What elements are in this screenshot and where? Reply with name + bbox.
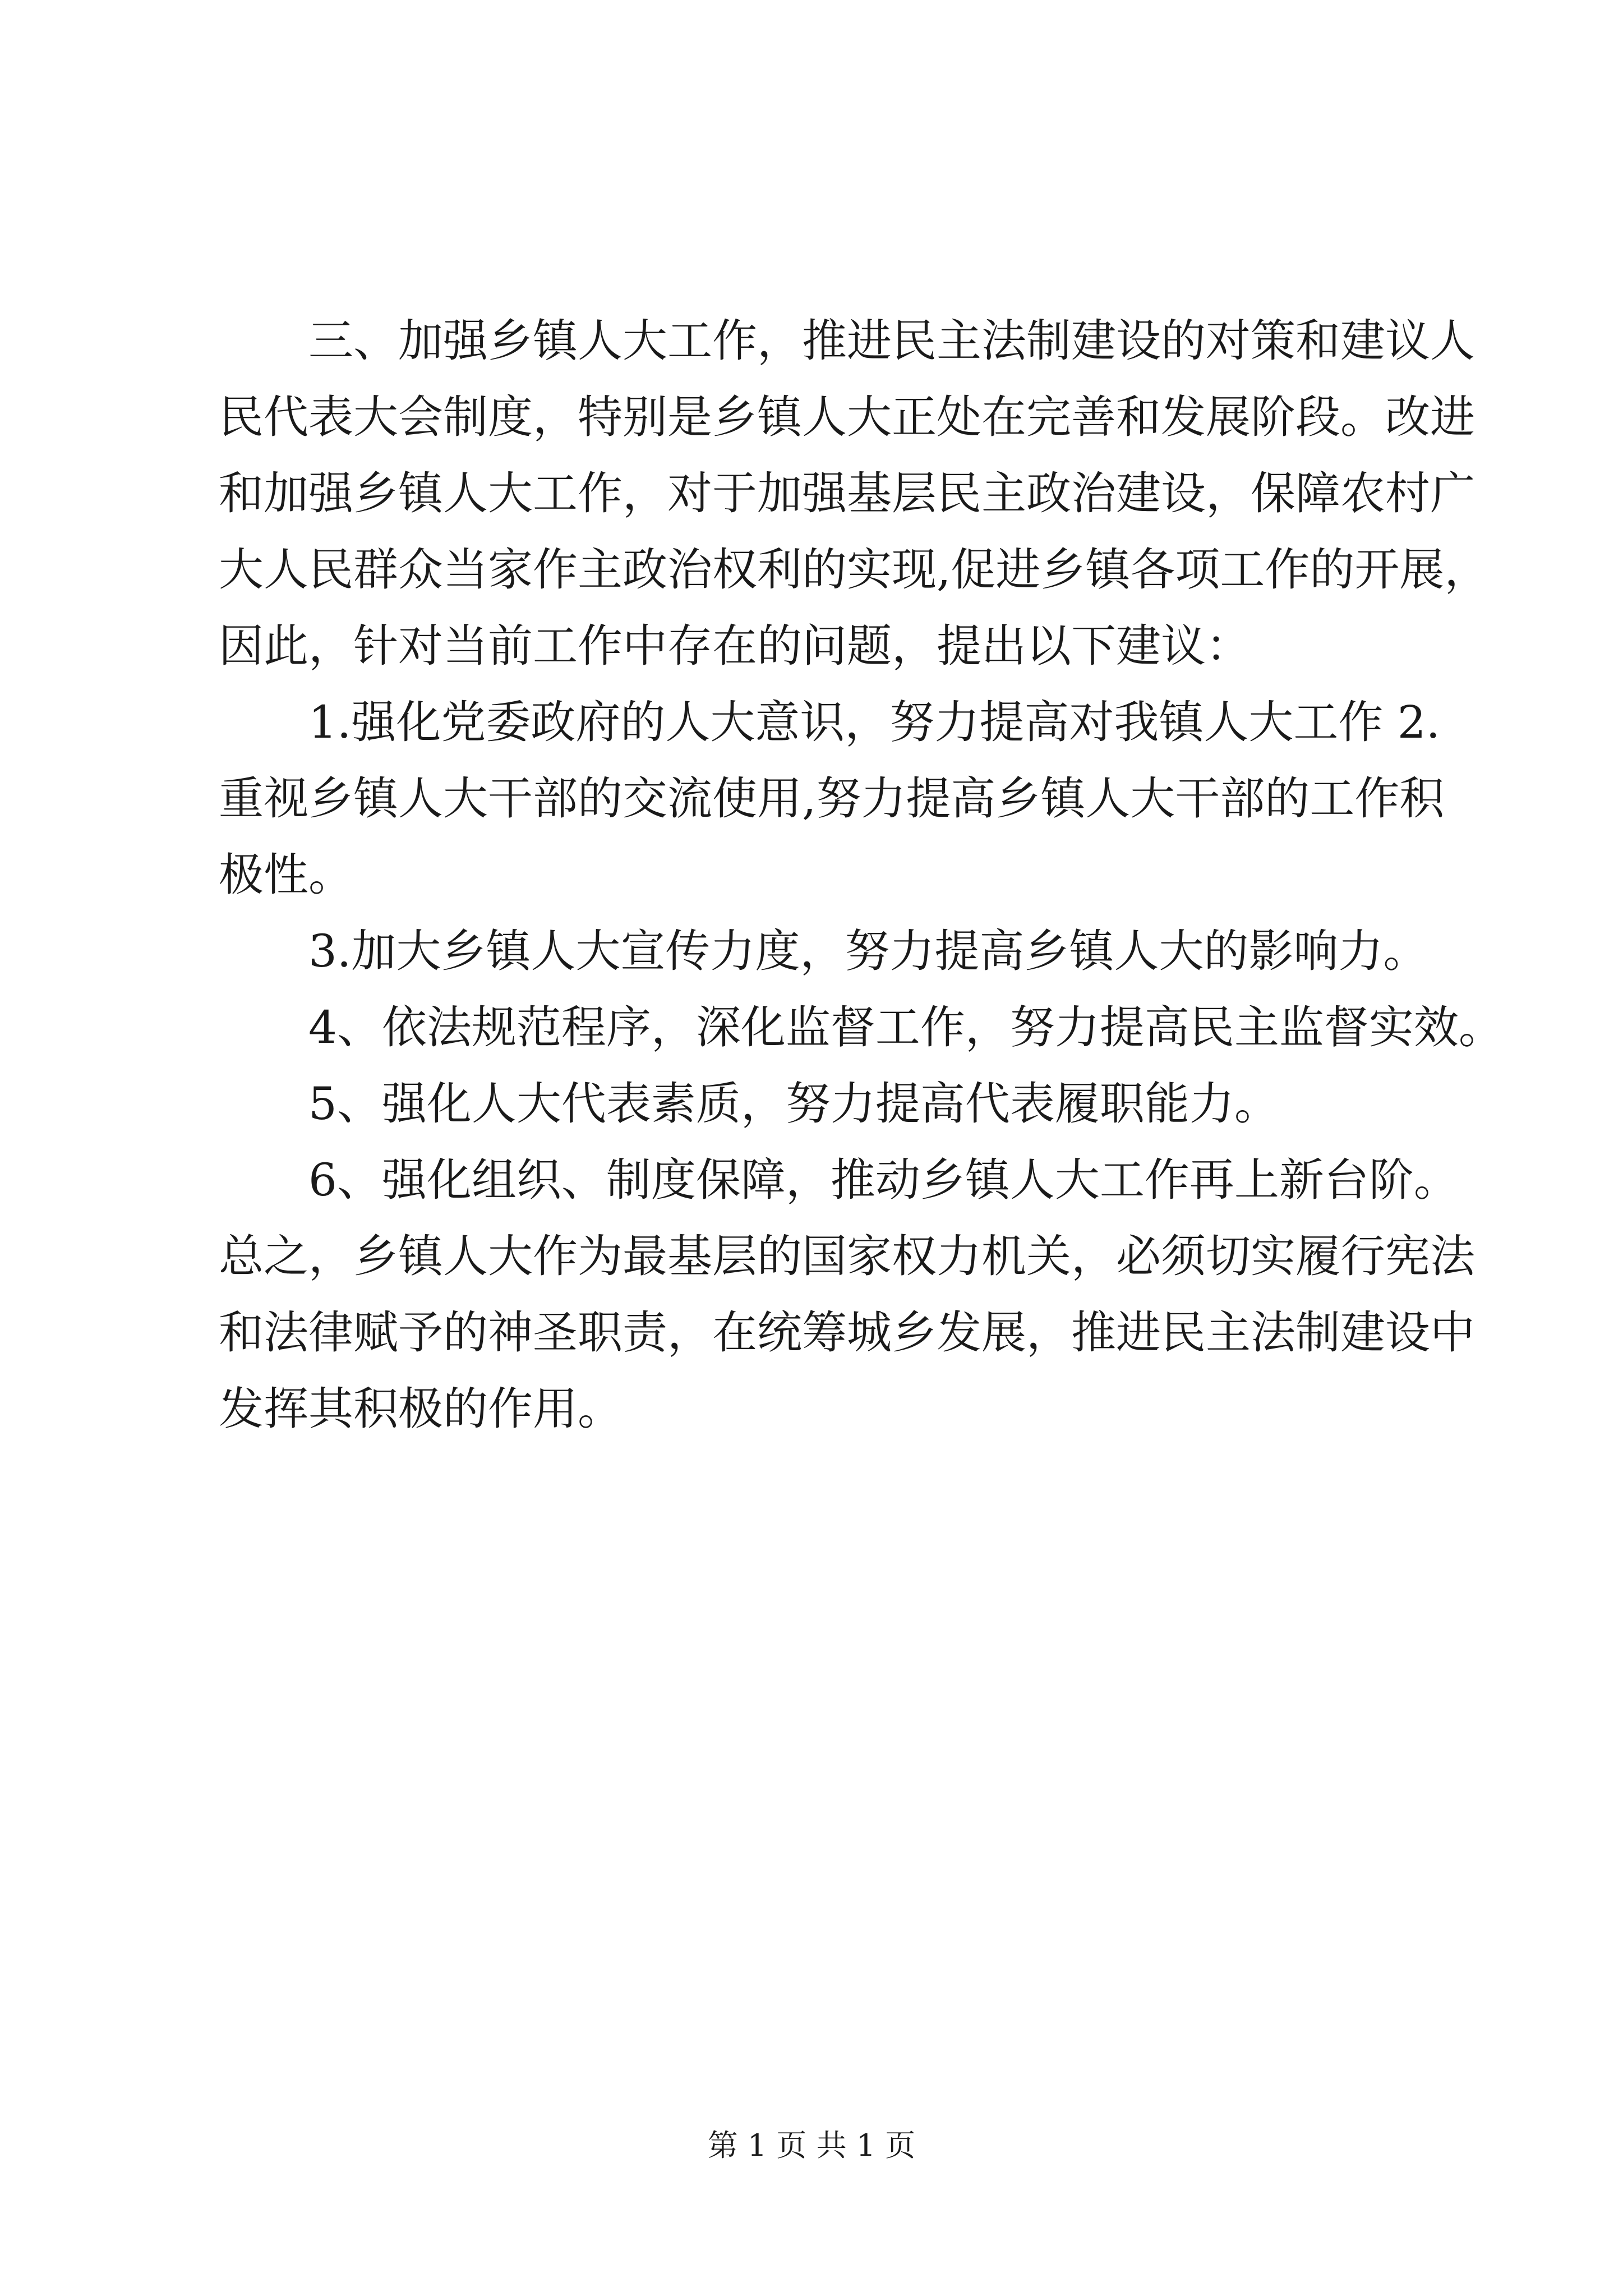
body-line: 和加强乡镇人大工作，对于加强基层民主政治建设，保障农村广	[219, 467, 1475, 519]
body-line: 6、强化组织、制度保障，推动乡镇人大工作再上新台阶。	[308, 1154, 1459, 1206]
page-number-footer: 第 1 页 共 1 页	[707, 2128, 916, 2163]
body-line: 和法律赋予的神圣职责，在统筹城乡发展，推进民主法制建设中	[219, 1306, 1475, 1359]
body-line: 4、依法规范程序，深化监督工作，努力提高民主监督实效。	[308, 1001, 1504, 1053]
body-line: 民代表大会制度，特别是乡镇人大正处在完善和发展阶段。改进	[219, 391, 1475, 443]
body-line: 大人民群众当家作主政治权利的实现,促进乡镇各项工作的开展，	[219, 544, 1490, 596]
body-line: 1.强化党委政府的人大意识，努力提高对我镇人大工作 2.	[308, 696, 1441, 748]
body-line: 三、加强乡镇人大工作，推进民主法制建设的对策和建议人	[308, 315, 1475, 367]
body-line: 极性。	[219, 849, 353, 901]
body-line: 重视乡镇人大干部的交流使用,努力提高乡镇人大干部的工作积	[219, 772, 1445, 825]
body-line: 5、强化人大代表素质，努力提高代表履职能力。	[308, 1078, 1279, 1130]
body-line: 发挥其积极的作用。	[219, 1383, 623, 1435]
body-line: 因此，针对当前工作中存在的问题，提出以下建议：	[219, 620, 1251, 672]
body-line: 总之，乡镇人大作为最基层的国家权力机关，必须切实履行宪法	[219, 1230, 1475, 1282]
body-line: 3.加大乡镇人大宣传力度，努力提高乡镇人大的影响力。	[308, 925, 1428, 977]
document-body	[219, 303, 1504, 1447]
